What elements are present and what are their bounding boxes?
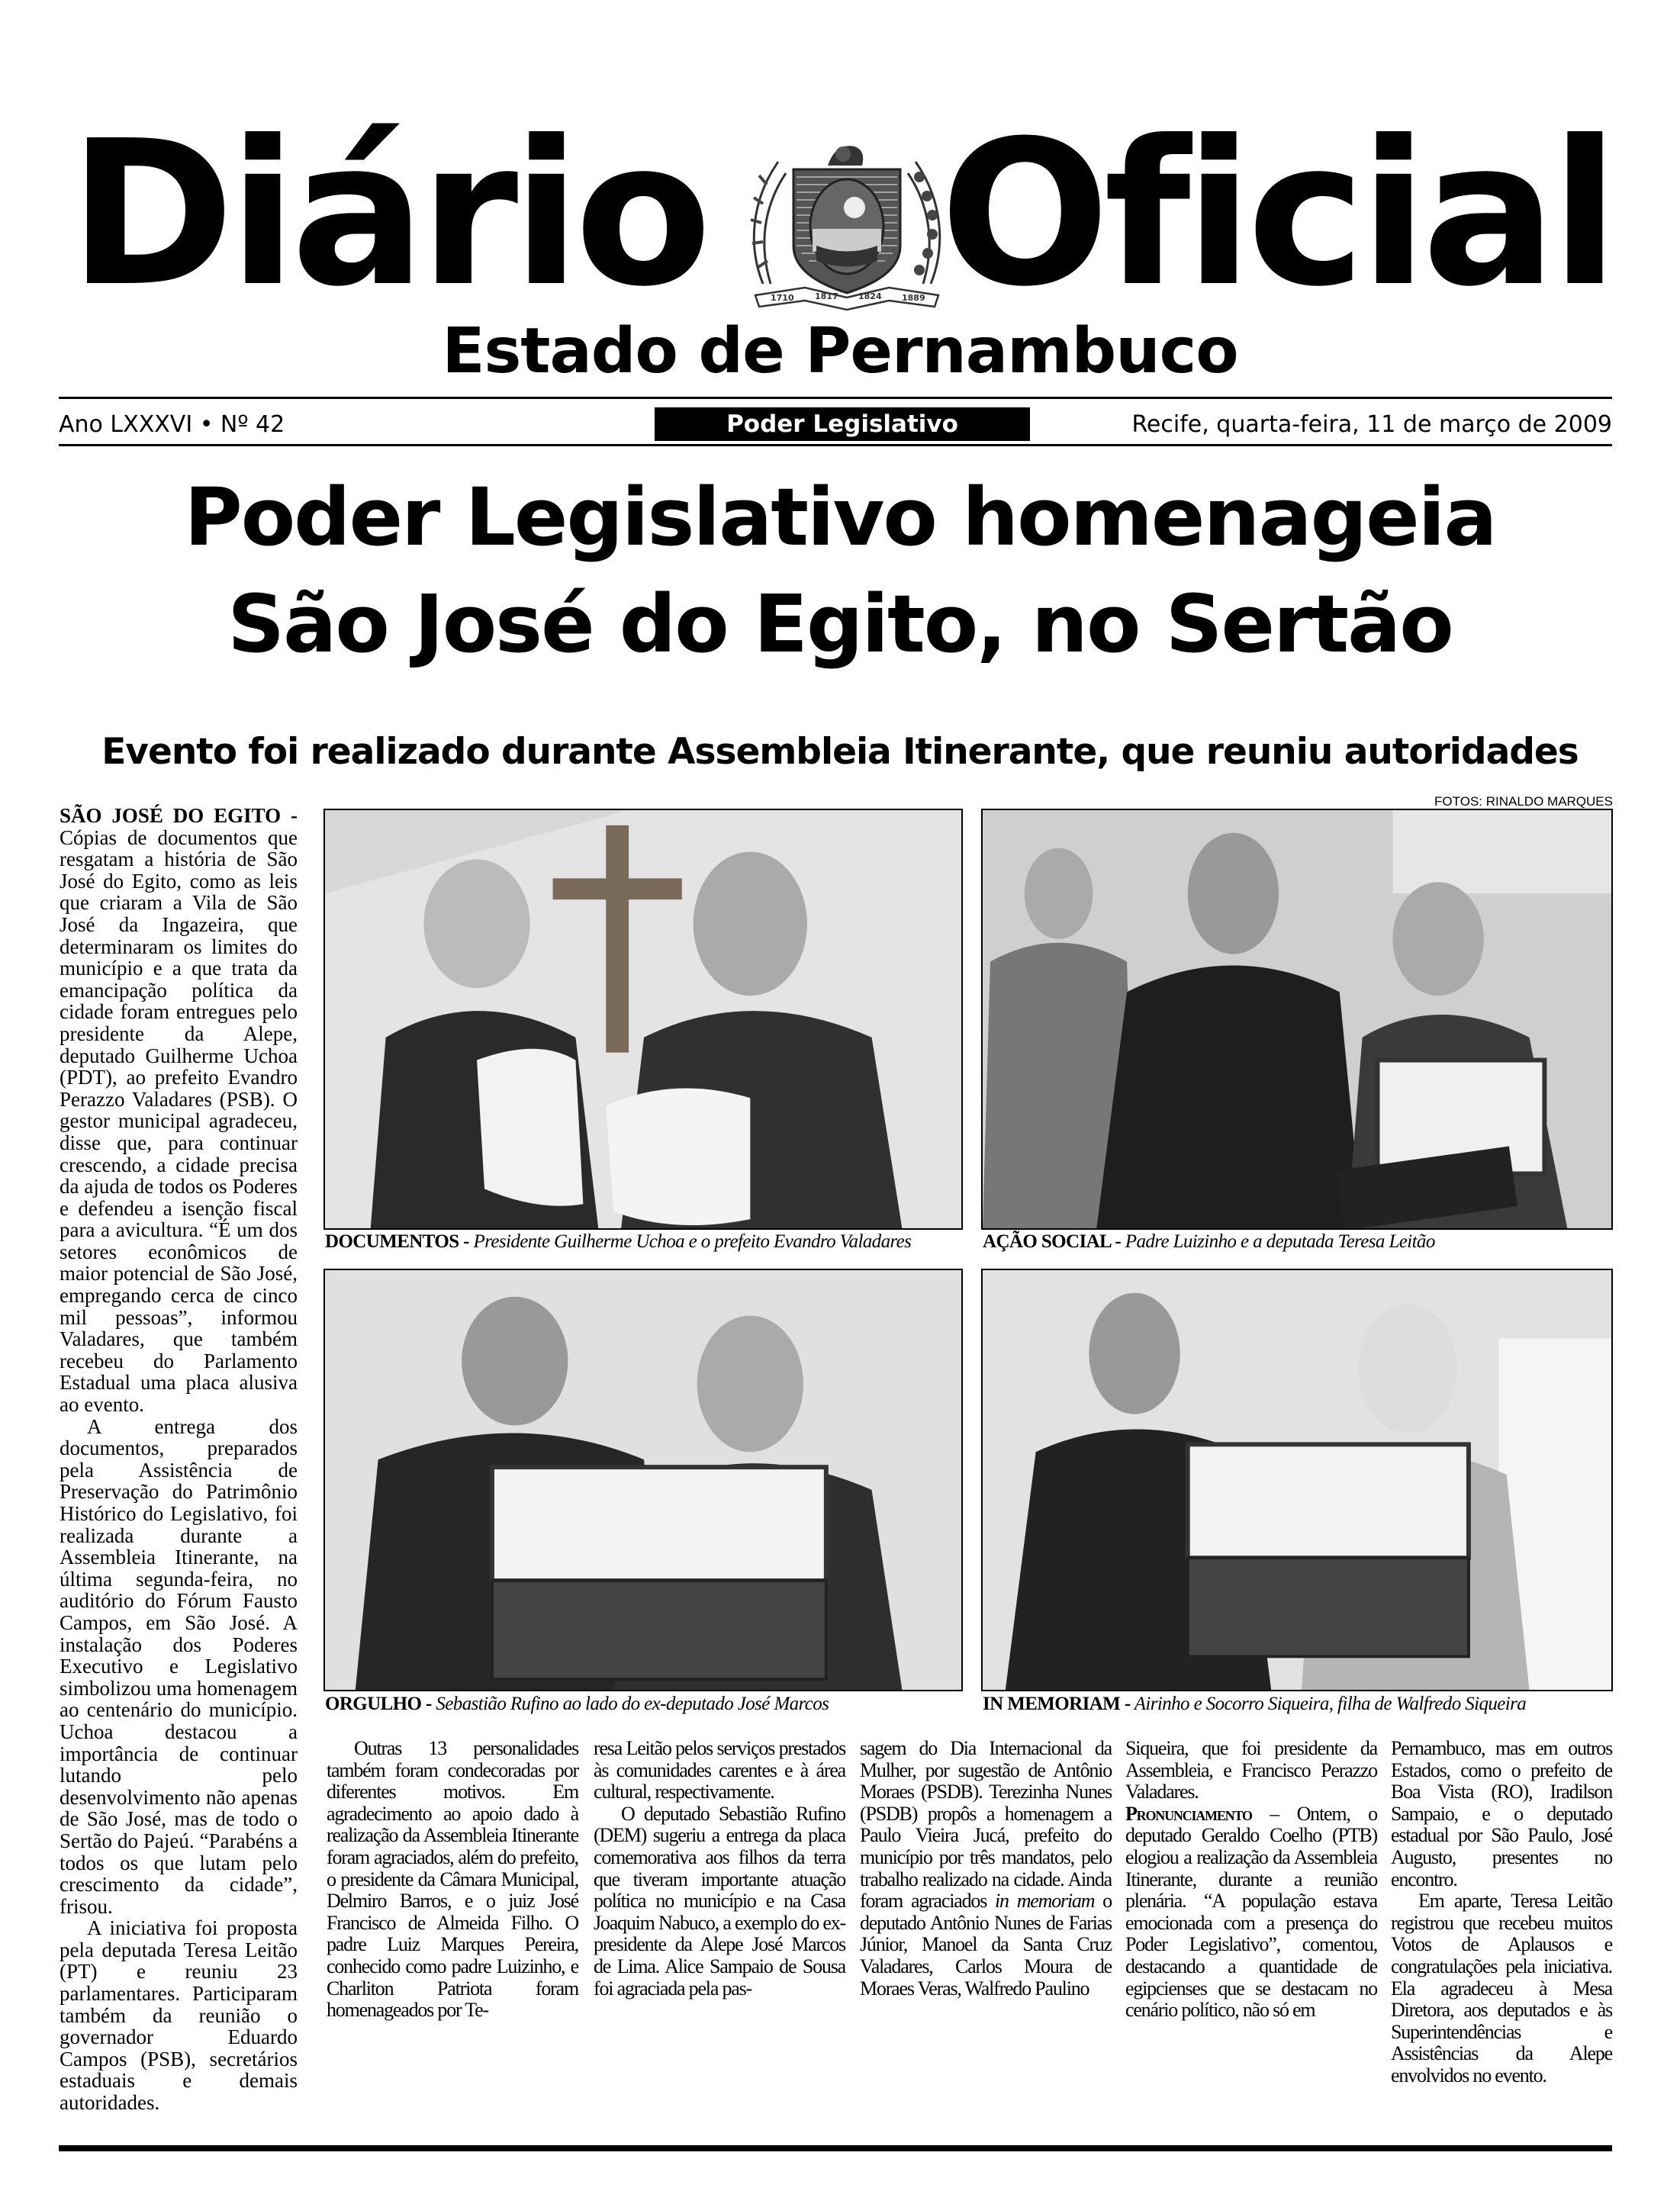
subhead-kicker: Pronunciamento: [1125, 1802, 1252, 1825]
dateline: Recife, quarta-feira, 11 de março de 2009: [1131, 411, 1612, 438]
article-paragraph-1: [60, 805, 298, 1416]
caption-text: Padre Luizinho e a deputada Teresa Leitão: [1121, 1231, 1435, 1252]
photo-documentos: [323, 809, 963, 1230]
caption-text: Airinho e Socorro Siqueira, filha de Walfredo Siqueira: [1130, 1694, 1527, 1714]
article-column-4: [860, 1738, 1112, 2000]
caption-kicker: DOCUMENTOS -: [325, 1231, 469, 1252]
seal-year-2: 1817: [815, 291, 838, 301]
masthead-title-right: Oficial: [940, 98, 1614, 330]
caption-text: Sebastião Rufino ao lado do ex-deputado José Marcos: [431, 1694, 829, 1714]
paragraph-text: sagem do Dia Internacional da Mulher, por sugestão de Antônio Moraes (PSDB). Terezinha Nunes (PSDB) propôs a homenagem a Paulo Vieira Jucá, prefeito do município por três mandatos, pelo trabalho realizado na cidade. Ainda foram agraciados: [860, 1737, 1112, 1913]
photo-caption-orgulho: [325, 1693, 829, 1716]
caption-text: Presidente Guilherme Uchoa e o prefeito Evandro Valadares: [468, 1231, 912, 1252]
rule-bottom: [59, 2145, 1612, 2151]
caption-kicker: AÇÃO SOCIAL -: [983, 1231, 1122, 1252]
article-paragraph-3: A iniciativa foi proposta pela deputada Teresa Leitão (PT) e reuniu 23 parlamentares. Participaram também da reunião o governador Eduardo Campos (PSB), secretários estaduais e demais autoridades.: [60, 1916, 298, 2115]
article-column-3: [594, 1738, 845, 2000]
masthead-subtitle: Estado de Pernambuco: [442, 315, 1238, 388]
article-paragraph-5: O deputado Sebastião Rufino (DEM) sugeriu a entrega da placa comemorativa aos filhos da terra que tiveram importante atuação política no município e na Casa Joaquim Nabuco, a exemplo do ex-presidente da Alepe José Marcos de Lima. Alice Sampaio de Sousa foi agraciada pela pas-: [594, 1802, 845, 2000]
paragraph-text: o deputado Antônio Nunes de Farias Júnior, Manoel da Santa Cruz Valadares, Carlos Moura de Moraes Veras, Walfredo Paulino: [860, 1890, 1112, 2000]
paragraph-italic-text: in memoriam: [995, 1890, 1095, 1913]
section-label: Poder Legislativo: [655, 407, 1030, 441]
article-dateline-kicker: SÃO JOSÉ DO EGITO -: [60, 804, 298, 827]
photo-acao-social: [981, 809, 1613, 1230]
article-paragraph-5-end: Siqueira, que foi presidente da Assembleia, e Francisco Perazzo Valadares.: [1125, 1737, 1377, 1803]
article-paragraph-7: Em aparte, Teresa Leitão registrou que recebeu muitos Votos de Aplausos e congratulações pela iniciativa. Ela agradeceu à Mesa Diretora, aos deputados e às Superintendências e Assistências da Alepe envolvidos no evento.: [1391, 1890, 1612, 2086]
headline-line-1: Poder Legislativo homenageia: [184, 471, 1496, 564]
seal-year-4: 1889: [902, 293, 925, 303]
photo-caption-in-memoriam: [983, 1693, 1526, 1716]
issue-number: Ano LXXXVI • Nº 42: [59, 411, 285, 438]
photo-credit: FOTOS: RINALDO MARQUES: [1434, 794, 1613, 809]
caption-kicker: ORGULHO -: [325, 1694, 432, 1714]
paragraph-text: – Ontem, o deputado Geraldo Coelho (PTB) elogiou a realização da Assembleia Itinerante, durante a reunião plenária. “A população estava emocionada com a presença do Poder Legislativo”, comentou, destacando a quantidade de egipcienses que se destacam no cenário político, não só em: [1125, 1802, 1377, 2022]
photo-orgulho: [323, 1269, 963, 1691]
article-paragraph-4: Outras 13 personalidades também foram condecoradas por diferentes motivos. Em agradecimento ao apoio dado à realização da Assembleia Itinerante foram agraciados, além do prefeito, o presidente da Câmara Municipal, Delmiro Barros, e o juiz José Francisco de Almeida Filho. O padre Luiz Marques Pereira, conhecido como padre Luizinho, e Charliton Patriota foram homenageados por Te-: [327, 1737, 578, 2022]
rule-infobar-bottom: [59, 444, 1612, 446]
coat-of-arms-icon: [732, 131, 961, 314]
article-column-2: [327, 1738, 578, 2022]
article-column-5: [1125, 1738, 1377, 2022]
seal-year-3: 1824: [858, 291, 882, 301]
photo-caption-acao-social: [983, 1231, 1435, 1253]
masthead-title-left: Diário: [69, 98, 706, 330]
article-paragraph-1-text: Cópias de documentos que resgatam a história de São José do Egito, como as leis que criaram a Vila de São José da Ingazeira, que determinaram os limites do município e a que trata da emancipação política da cidade foram entregues pelo presidente da Alepe, deputado Guilherme Uchoa (PDT), ao prefeito Evandro Perazzo Valadares (PSB). O gestor municipal agradeceu, disse que, para continuar crescendo, a cidade precisa da ajuda de todos os Poderes e defendeu a isenção fiscal para a avicultura. “É um dos setores econômicos de maior potencial de São José, empregando cerca de cinco mil pessoas”, informou Valadares, que também recebeu do Parlamento Estadual uma placa alusiva ao evento.: [60, 825, 298, 1417]
photo-in-memoriam: [981, 1269, 1613, 1691]
headline-deck: Evento foi realizado durante Assembleia Itinerante, que reuniu autoridades: [101, 731, 1579, 773]
article-paragraph-2: A entrega dos documentos, preparados pela Assistência de Preservação do Patrimônio Histórico do Legislativo, foi realizada durante a Assembleia Itinerante, na última segunda-feira, no auditório do Fórum Fausto Campos, em São José. A instalação dos Poderes Executivo e Legislativo simbolizou uma homenagem ao centenário do município. Uchoa destacou a importância de continuar lutando pelo desenvolvimento não apenas de São José, mas de todo o Sertão do Pajeú. “Parabéns a todos os que lutam pelo crescimento da cidade”, frisou.: [60, 1414, 298, 1918]
seal-year-1: 1710: [771, 293, 794, 303]
article-paragraph-6: [1125, 1803, 1377, 2022]
article-paragraph-5-continued: [860, 1738, 1112, 2000]
caption-kicker: IN MEMORIAM -: [983, 1694, 1131, 1714]
headline-line-2: São José do Egito, no Sertão: [227, 578, 1453, 671]
article-column-6: [1391, 1738, 1612, 2087]
article-paragraph-6-continued: Pernambuco, mas em outros Estados, como o prefeito de Boa Vista (RO), Iradilson Sampaio, e o deputado estadual por São Paulo, José Augusto, presentes no encontro.: [1391, 1737, 1612, 1890]
article-paragraph-4-continued: resa Leitão pelos serviços prestados às comunidades carentes e à área cultural, respectivamente.: [594, 1737, 845, 1803]
rule-top: [59, 397, 1612, 399]
article-column-1: [60, 805, 298, 2114]
photo-caption-documentos: [325, 1231, 911, 1253]
